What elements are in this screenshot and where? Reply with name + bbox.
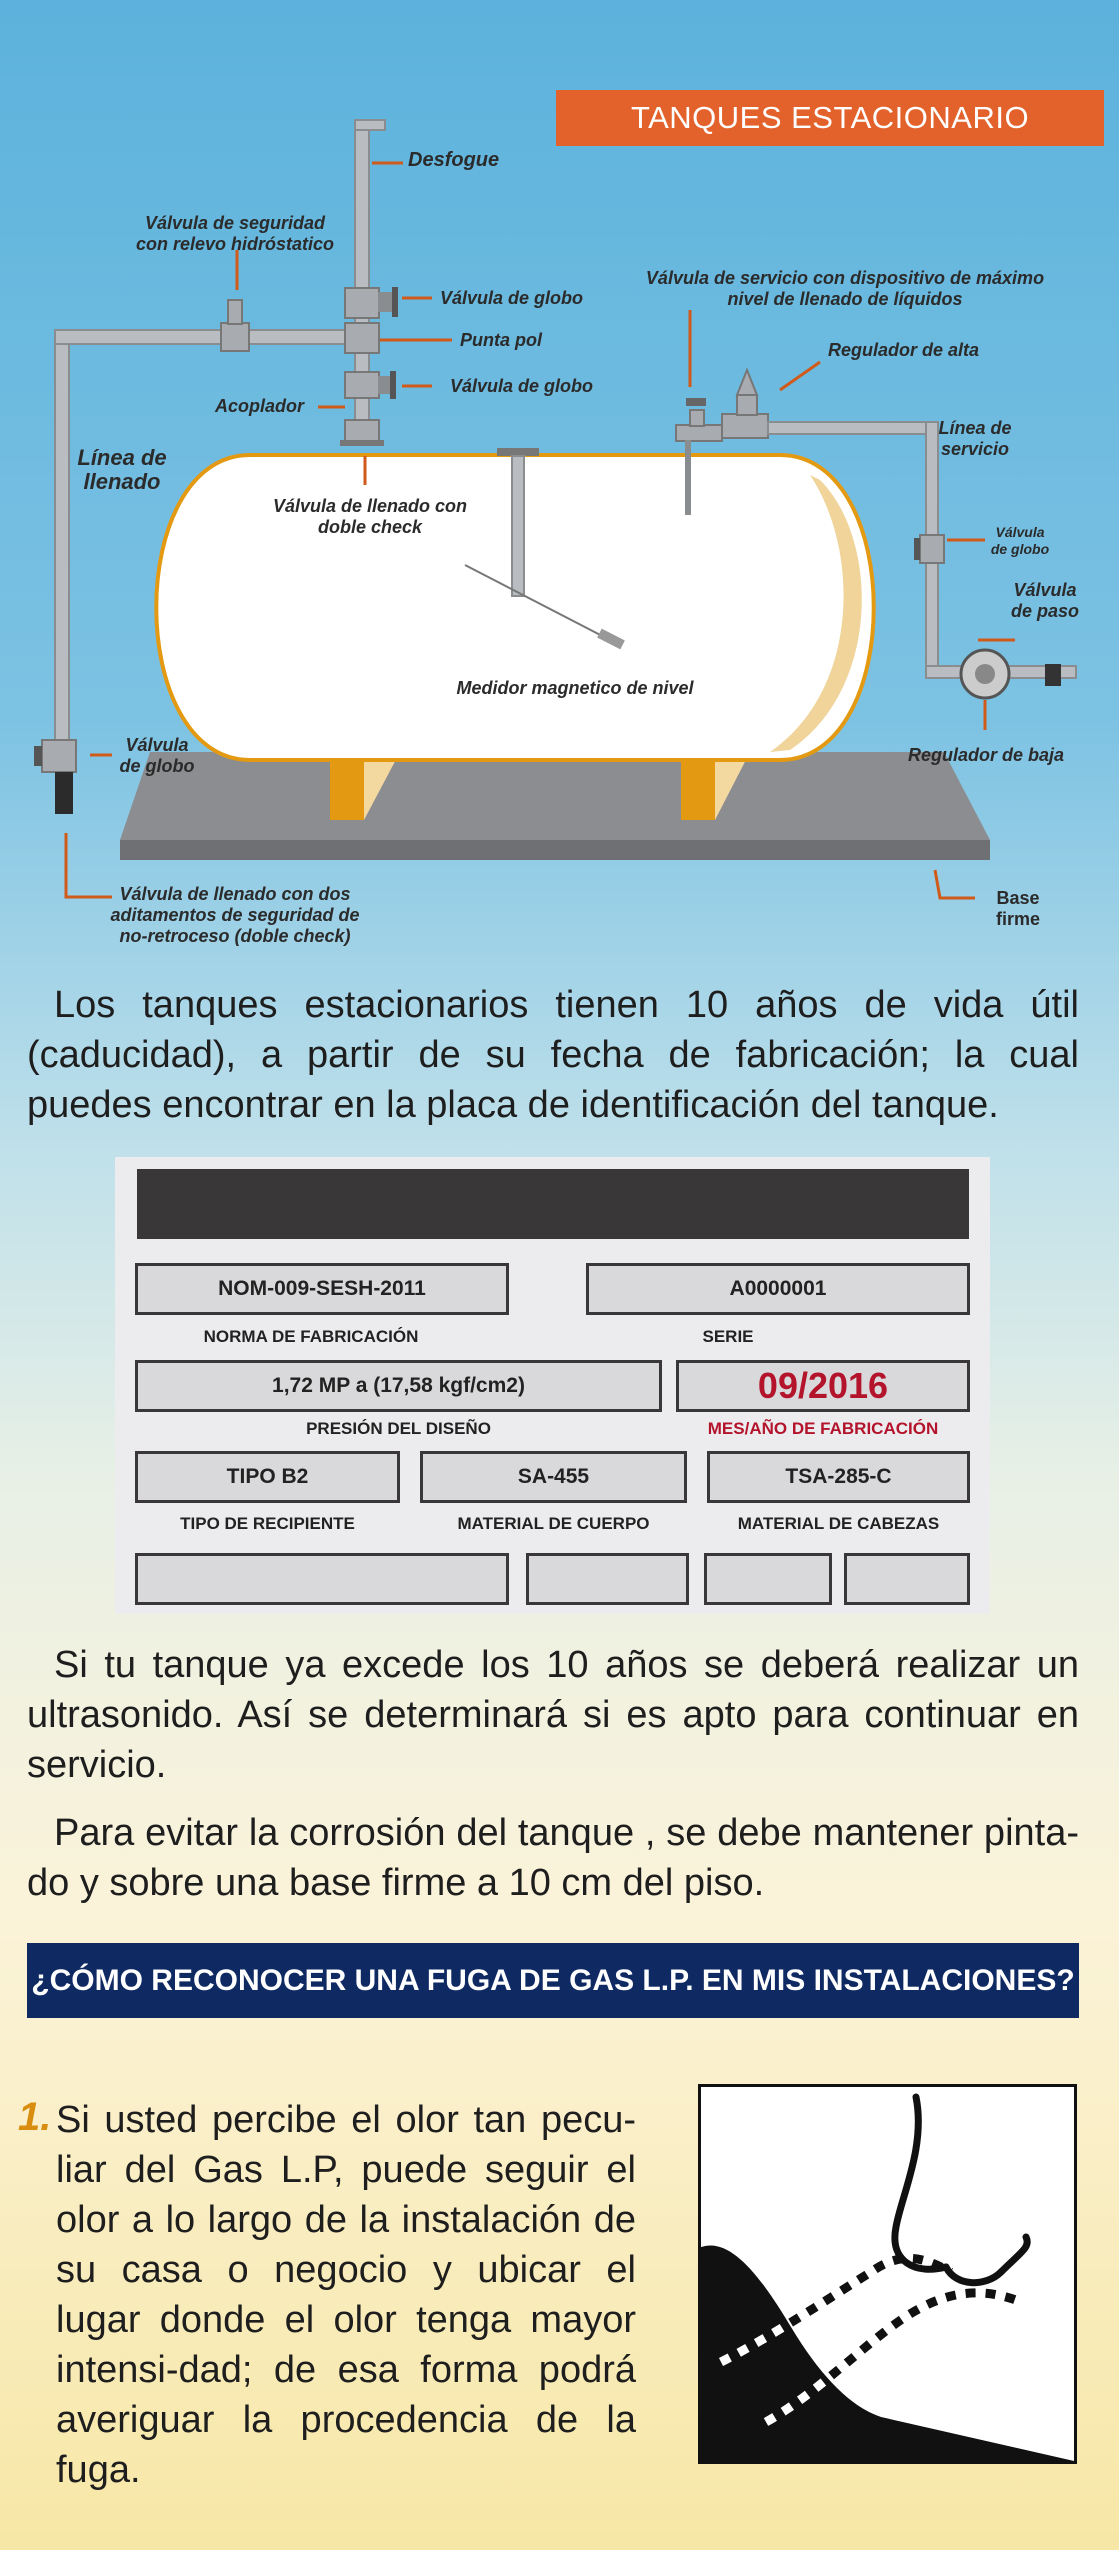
label-regulador-alta: Regulador de alta [828,340,980,360]
label-medidor: Medidor magnetico de nivel [456,678,694,698]
intro-paragraph: Los tanques estacionarios tienen 10 años de vida útil (caducidad), a partir de su fecha de fabricación; la cual puedes encontrar en la placa de identificación del tanque. [27,984,1079,1126]
label-base-firme: Base firme [995,888,1040,929]
fill-line-vertical [55,330,69,770]
fill-line-horizontal [55,330,355,344]
step-1-text: Si usted percibe el olor tan pecu-liar del Gas L.P, puede seguir el olor a lo largo de la instalación de su casa o negocio y ubicar el lugar donde el olor tenga mayor intensi-dad; de esa forma podrá averiguar la procedencia de la fuga. [56,2099,636,2491]
plate-cabezas-label: MATERIAL DE CABEZAS [737,1514,940,1533]
label-valvula-globo-4: Válvula de globo [119,735,195,776]
label-desfogue: Desfogue [408,149,500,171]
corrosion-paragraph: Para evitar la corrosión del tanque , se debe mantener pinta-do y sobre una base firme a 10 cm del piso. [27,1812,1079,1904]
label-linea-llenado: Línea de llenado [77,445,167,494]
section-title: TANQUES ESTACIONARIO [556,90,1104,146]
label-regulador-baja: Regulador de baja [908,745,1065,765]
label-acoplador: Acoplador [215,396,305,416]
plate-cuerpo-label: MATERIAL DE CUERPO [457,1514,650,1533]
nose-icon [701,2087,1074,2461]
nose-smell-illustration [698,2084,1077,2464]
label-valvula-servicio: Válvula de servicio con dispositivo de máximo nivel de llenado de líquidos [645,268,1045,309]
label-valvula-llenado-dos: Válvula de llenado con dos aditamentos de seguridad de no-retroceso (doble check) [110,884,360,946]
plate-cabezas-field: TSA-285-C [707,1451,970,1503]
plate-blank-field-1 [135,1553,509,1605]
label-valvula-paso: Válvula de paso [1010,580,1080,621]
label-punta-pol: Punta pol [460,330,542,350]
plate-blank-field-2 [526,1553,689,1605]
plate-tipo-field: TIPO B2 [135,1451,400,1503]
plate-tipo-label: TIPO DE RECIPIENTE [180,1514,355,1533]
plate-fecha-label: MES/AÑO DE FABRICACIÓN [707,1419,939,1438]
plate-serie-field: A0000001 [586,1263,970,1315]
label-valvula-globo-2: Válvula de globo [450,376,594,396]
label-valvula-llenado-doble: Válvula de llenado con doble check [272,496,468,537]
label-valvula-seguridad: Válvula de seguridad con relevo hidróstatico [135,213,335,254]
ultrasonido-paragraph: Si tu tanque ya excede los 10 años se deberá realizar un ultrasonido. Así se determinará si es apto para continuar en servicio. [27,1644,1079,1786]
plate-norma-field: NOM-009-SESH-2011 [135,1263,509,1315]
label-valvula-globo-3: Válvula de globo [990,524,1050,557]
identification-plate [115,1157,990,1614]
plate-presion-label: PRESIÓN DEL DISEÑO [306,1419,491,1438]
plate-cuerpo-field: SA-455 [420,1451,687,1503]
plate-presion-field: 1,72 MP a (17,58 kgf/cm2) [135,1360,662,1412]
label-valvula-globo-1: Válvula de globo [440,288,584,308]
label-linea-servicio: Línea de servicio [938,418,1012,459]
plate-blank-field-3 [704,1553,832,1605]
step-1-number: 1. [18,2095,52,2139]
plate-header-bar [137,1169,969,1239]
base-front [120,840,990,860]
plate-blank-field-4 [844,1553,970,1605]
leak-section-banner: ¿CÓMO RECONOCER UNA FUGA DE GAS L.P. EN MIS INSTALACIONES? [27,1943,1079,2018]
base-platform [120,752,990,840]
plate-fecha-field: 09/2016 [676,1360,970,1412]
plate-serie-label: SERIE [702,1327,754,1346]
plate-norma-label: NORMA DE FABRICACIÓN [203,1327,419,1346]
